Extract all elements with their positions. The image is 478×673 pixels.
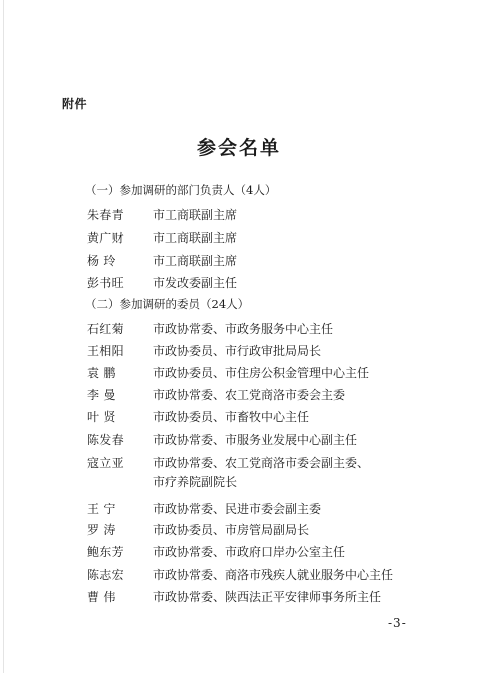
list-item [0,454,478,496]
attendee-name: 王 宁 [87,502,116,516]
list-item [0,364,478,384]
attendee-name: 寇立亚 [87,456,124,470]
list-item [0,386,478,406]
attendee-name: 王相阳 [87,344,124,358]
list-item [0,566,478,586]
list-item [0,543,478,563]
attendee-name: 石红菊 [87,322,124,336]
section-heading-department-leaders: （一）参加调研的部门负责人（4人） [85,183,277,197]
list-item [0,252,478,272]
list-item [0,342,478,362]
attendee-name: 陈志宏 [87,568,124,582]
attendee-position: 市发改委副主任 [153,276,238,290]
attendee-position: 市工商联副主席 [153,208,238,222]
attendee-position: 市政协常委、市政府口岸办公室主任 [153,545,346,559]
section-heading-committee-members: （二）参加调研的委员（24人） [85,297,250,311]
attendee-name: 朱春青 [87,208,124,222]
attendee-position: 市政协常委、市政务服务中心主任 [153,322,334,336]
attendee-position: 市政协委员、市住房公积金管理中心主任 [153,366,370,380]
list-item [0,588,478,608]
attendee-name: 李 曼 [87,388,116,402]
list-item [0,500,478,520]
attendee-position: 市政协委员、市房管局副局长 [153,523,310,537]
attendee-position: 市政协常委、农工党商洛市委会主委 [153,388,346,402]
attendee-position-continued: 市疗养院副院长 [153,475,238,489]
attendee-name: 罗 涛 [87,523,116,537]
attendee-position: 市政协常委、民进市委会副主委 [153,502,322,516]
attendee-name: 彭书旺 [87,276,124,290]
attendee-name: 黄广财 [87,231,124,245]
list-item [0,521,478,541]
attendee-position: 市政协常委、农工党商洛市委会副主委、 [153,456,370,470]
attendee-position: 市政协委员、市行政审批局局长 [153,344,322,358]
page-number: -3- [388,616,407,630]
attendee-name: 杨 玲 [87,254,116,268]
document-title: 参会名单 [196,137,281,159]
attendee-position: 市政协常委、陕西法正平安律师事务所主任 [153,590,382,604]
list-item [0,229,478,249]
list-item [0,274,478,294]
attendee-name: 鲍东芳 [87,545,124,559]
list-item [0,408,478,428]
attendee-position: 市政协委员、市畜牧中心主任 [153,410,310,424]
attendee-name: 叶 贤 [87,410,116,424]
attendee-position: 市工商联副主席 [153,231,238,245]
list-item [0,431,478,451]
attendee-position: 市政协常委、商洛市残疾人就业服务中心主任 [153,568,394,582]
attendee-position: 市政协常委、市服务业发展中心副主任 [153,433,358,447]
attendee-name: 袁 鹏 [87,366,116,380]
attendee-name: 曹 伟 [87,590,116,604]
list-item [0,320,478,340]
attachment-label: 附件 [62,97,88,111]
attendee-name: 陈发春 [87,433,124,447]
list-item [0,206,478,226]
attendee-position: 市工商联副主席 [153,254,238,268]
